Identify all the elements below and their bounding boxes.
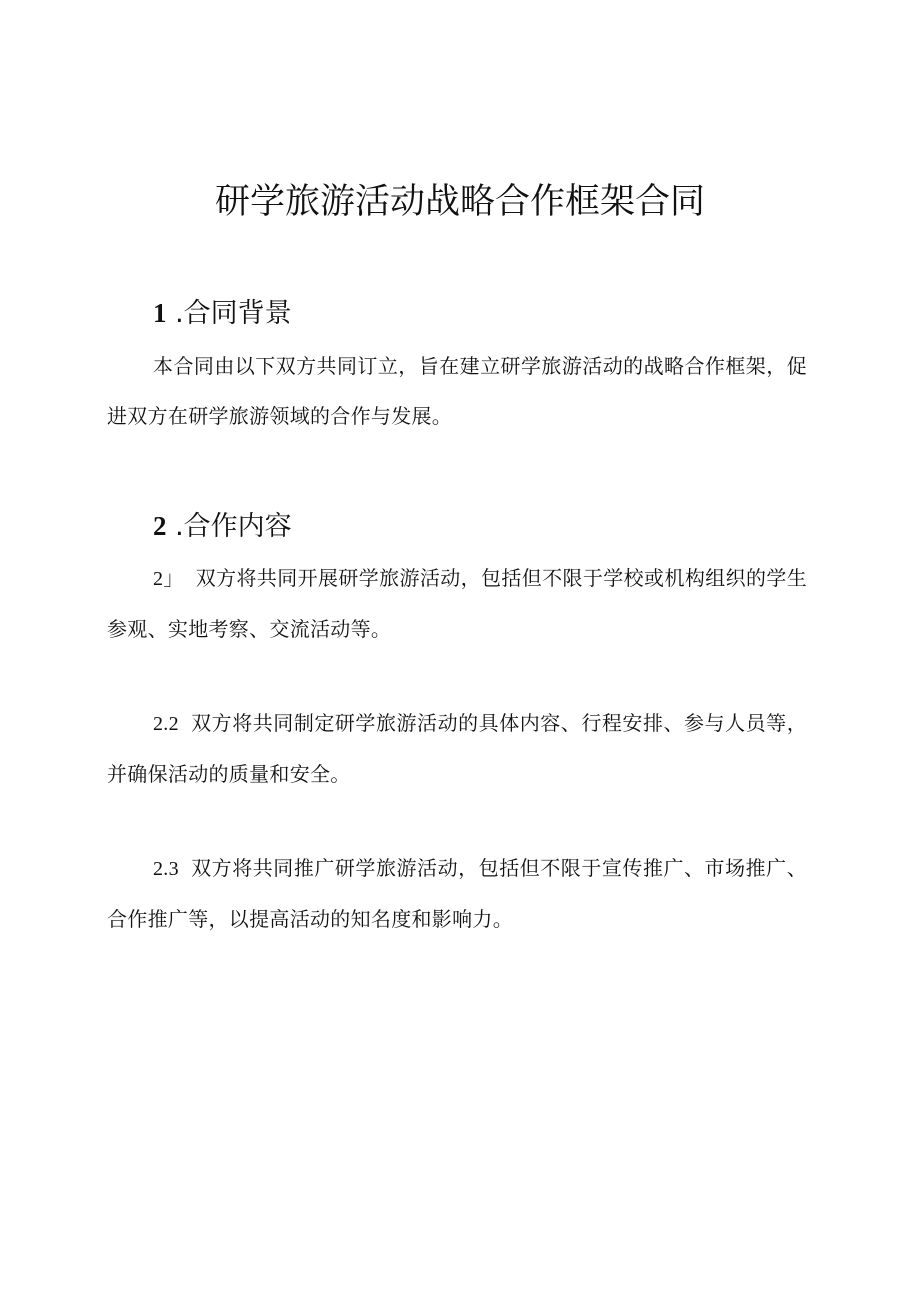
paragraph-background: 本合同由以下双方共同订立，旨在建立研学旅游活动的战略合作框架，促进双方在研学旅游领域的合作与发展。 xyxy=(107,354,807,428)
clause-number: 2.2 xyxy=(153,713,179,735)
clause-text: 双方将共同开展研学旅游活动，包括但不限于学校或机构组织的学生参观、实地考察、交流活动等。 xyxy=(107,566,808,641)
clause-text: 双方将共同推广研学旅游活动，包括但不限于宣传推广、市场推广、合作推广等，以提高活动的知名度和影响力。 xyxy=(107,856,807,931)
section-heading-cooperation xyxy=(153,507,292,546)
section-number: 1 xyxy=(153,298,167,328)
clause-text: 双方将共同制定研学旅游活动的具体内容、行程安排、参与人员等，并确保活动的质量和安全。 xyxy=(107,711,807,786)
section-heading-text: .合同背景 xyxy=(175,298,292,329)
clause-number: 2.3 xyxy=(153,858,179,880)
clause-2-1 xyxy=(107,553,807,654)
clause-number: 2」 xyxy=(153,568,184,590)
document-title: 研学旅游活动战略合作框架合同 xyxy=(214,182,705,222)
section-heading-background xyxy=(153,294,292,333)
section-heading-text: .合作内容 xyxy=(175,511,292,542)
clause-2-3 xyxy=(107,843,807,944)
clause-2-2 xyxy=(107,698,807,799)
section-number: 2 xyxy=(153,511,167,541)
